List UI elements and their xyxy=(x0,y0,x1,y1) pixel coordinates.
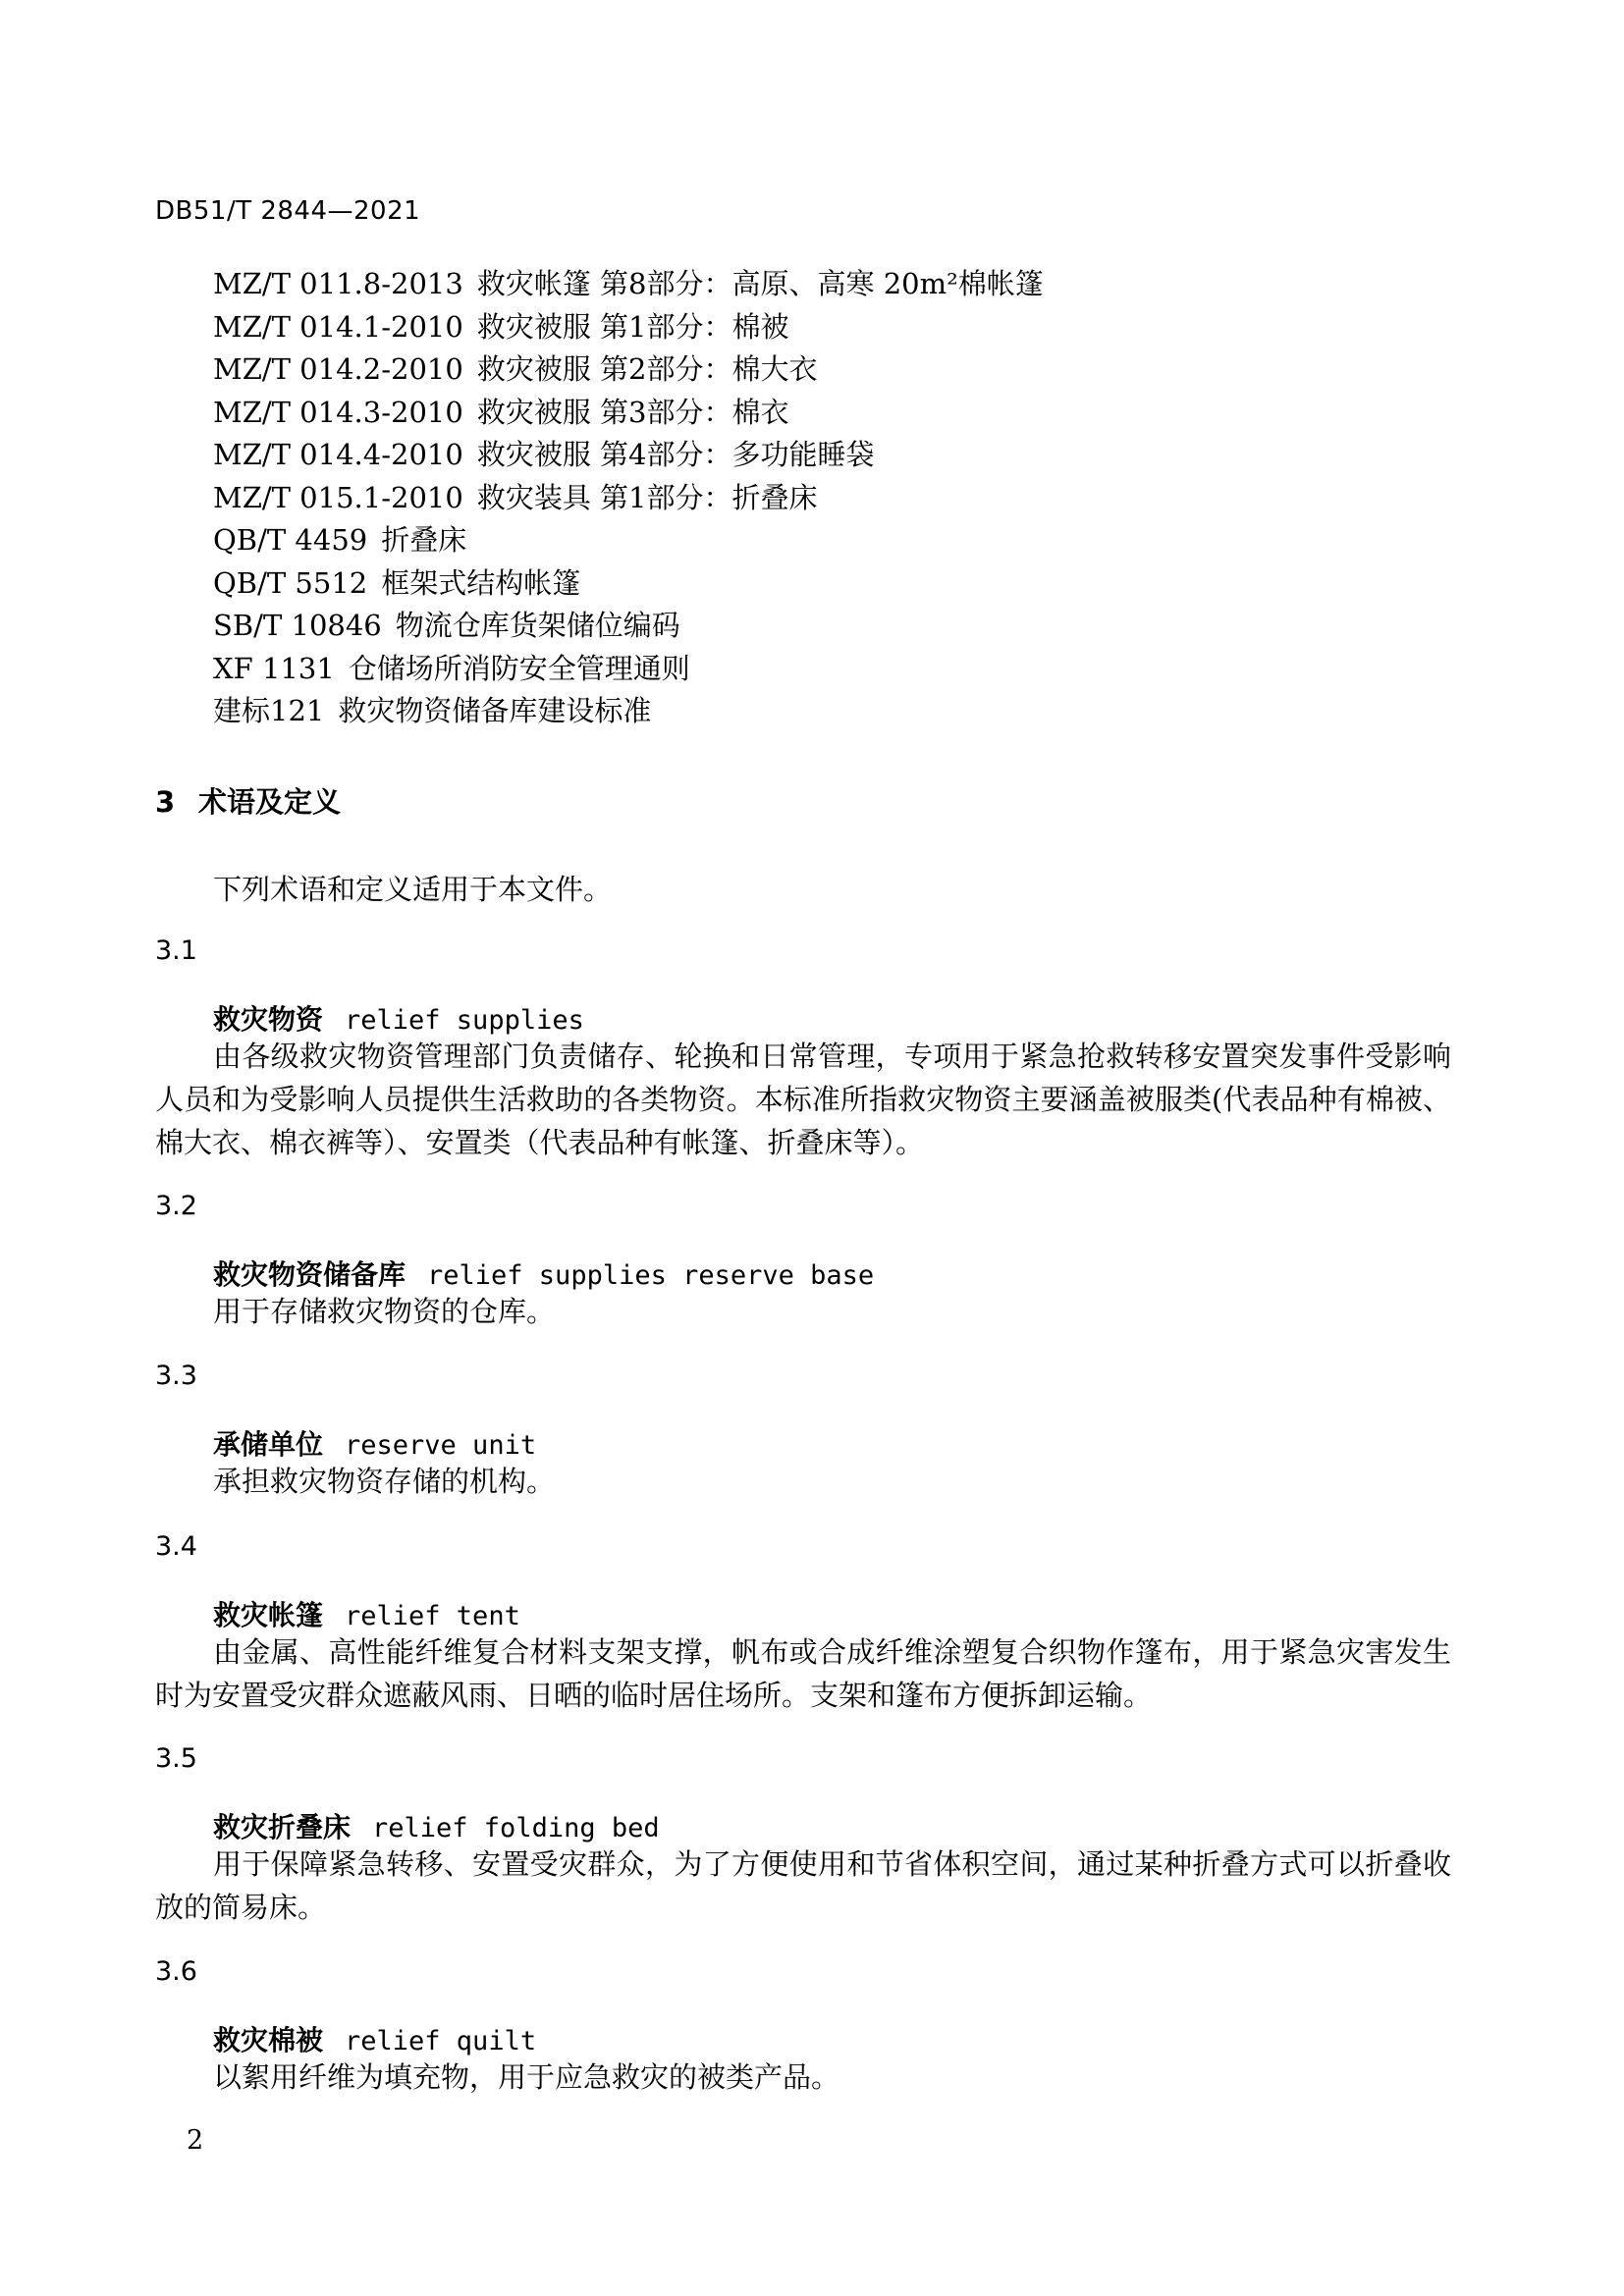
reference-title: 救灾被服 第4部分：多功能睡袋 xyxy=(476,438,875,471)
term-en: relief supplies reserve base xyxy=(427,1260,875,1291)
reference-code: SB/T 10846 xyxy=(213,609,382,642)
term-number: 3.2 xyxy=(155,1191,197,1221)
reference-title: 救灾装具 第1部分：折叠床 xyxy=(476,480,818,514)
reference-code: QB/T 5512 xyxy=(213,565,368,600)
reference-title: 救灾被服 第1部分：棉被 xyxy=(476,309,789,344)
reference-code: XF 1131 xyxy=(213,651,335,685)
document-code: DB51/T 2844—2021 xyxy=(155,196,421,226)
term-definition: 由金属、高性能纤维复合材料支架支撑，帆布或合成纤维涂塑复合织物作篷布，用于紧急灾害发生时为安置受灾群众遮蔽风雨、日晒的临时居住场所。支架和篷布方便拆卸运输。 xyxy=(155,1635,1451,1712)
reference-item xyxy=(213,392,1044,435)
term-definition: 由各级救灾物资管理部门负责储存、轮换和日常管理，专项用于紧急抢救转移安置突发事件受影响人员和为受影响人员提供生活救助的各类物资。本标准所指救灾物资主要涵盖被服类(代表品种有棉被、棉大衣、棉衣裤等）、安置类（代表品种有帐篷、折叠床等）。 xyxy=(155,1040,1451,1159)
reference-code: MZ/T 011.8-2013 xyxy=(213,267,463,300)
term-definition: 以絮用纤维为填充物，用于应急救灾的被类产品。 xyxy=(213,2060,840,2094)
reference-title: 救灾帐篷 第8部分：高原、高寒 20m²棉帐篷 xyxy=(476,267,1044,300)
term-en: relief supplies xyxy=(345,1005,584,1036)
reference-title: 折叠床 xyxy=(381,523,467,557)
section-title: 术语及定义 xyxy=(198,785,342,819)
reference-item xyxy=(213,306,1044,349)
section-number: 3 xyxy=(155,785,176,819)
term-title xyxy=(213,998,584,1038)
term-title xyxy=(213,1254,874,1293)
term-zh: 承储单位 xyxy=(213,1428,324,1461)
reference-title: 物流仓库货架储位编码 xyxy=(395,609,680,642)
term-title xyxy=(213,1594,520,1633)
section-heading xyxy=(155,780,341,821)
reference-title: 救灾被服 第3部分：棉衣 xyxy=(476,395,789,429)
reference-item xyxy=(213,690,1044,733)
reference-item xyxy=(213,263,1044,306)
term-zh: 救灾棉被 xyxy=(213,2024,324,2056)
term-number: 3.4 xyxy=(155,1531,197,1562)
term-zh: 救灾帐篷 xyxy=(213,1599,324,1631)
term-number: 3.6 xyxy=(155,1956,197,1987)
reference-title: 框架式结构帐篷 xyxy=(381,565,581,600)
term-zh: 救灾物资 xyxy=(213,1003,324,1036)
term-title xyxy=(213,1806,660,1845)
reference-item xyxy=(213,519,1044,562)
reference-item xyxy=(213,348,1044,392)
term-zh: 救灾物资储备库 xyxy=(213,1258,406,1291)
term-number: 3.5 xyxy=(155,1743,197,1774)
normative-reference-list xyxy=(213,263,1044,733)
page-number: 2 xyxy=(187,2125,204,2156)
term-definition: 用于保障紧急转移、安置受灾群众，为了方便使用和节省体积空间，通过某种折叠方式可以折叠收放的简易床。 xyxy=(155,1847,1451,1924)
reference-title: 救灾物资储备库建设标准 xyxy=(338,694,652,727)
reference-title: 救灾被服 第2部分：棉大衣 xyxy=(476,352,818,386)
term-definition: 承担救灾物资存储的机构。 xyxy=(213,1465,556,1498)
term-en: reserve unit xyxy=(345,1430,537,1461)
reference-code: MZ/T 014.1-2010 xyxy=(213,309,463,344)
term-en: relief quilt xyxy=(345,2026,537,2056)
reference-code: QB/T 4459 xyxy=(213,523,368,557)
term-number: 3.1 xyxy=(155,935,197,966)
reference-item xyxy=(213,562,1044,606)
term-definition: 用于存储救灾物资的仓库。 xyxy=(213,1295,556,1328)
reference-code: MZ/T 014.2-2010 xyxy=(213,352,463,386)
term-title xyxy=(213,1423,536,1463)
reference-item xyxy=(213,434,1044,477)
term-title xyxy=(213,2019,536,2058)
term-en: relief folding bed xyxy=(372,1813,660,1843)
reference-item xyxy=(213,477,1044,520)
reference-title: 仓储场所消防安全管理通则 xyxy=(348,651,690,685)
reference-code: MZ/T 015.1-2010 xyxy=(213,480,463,514)
term-zh: 救灾折叠床 xyxy=(213,1811,352,1843)
reference-item xyxy=(213,605,1044,648)
reference-code: 建标121 xyxy=(213,694,325,727)
reference-code: MZ/T 014.4-2010 xyxy=(213,438,463,471)
section-intro: 下列术语和定义适用于本文件。 xyxy=(213,873,613,906)
reference-item xyxy=(213,648,1044,691)
term-en: relief tent xyxy=(345,1601,520,1631)
reference-code: MZ/T 014.3-2010 xyxy=(213,395,463,429)
term-number: 3.3 xyxy=(155,1361,197,1391)
